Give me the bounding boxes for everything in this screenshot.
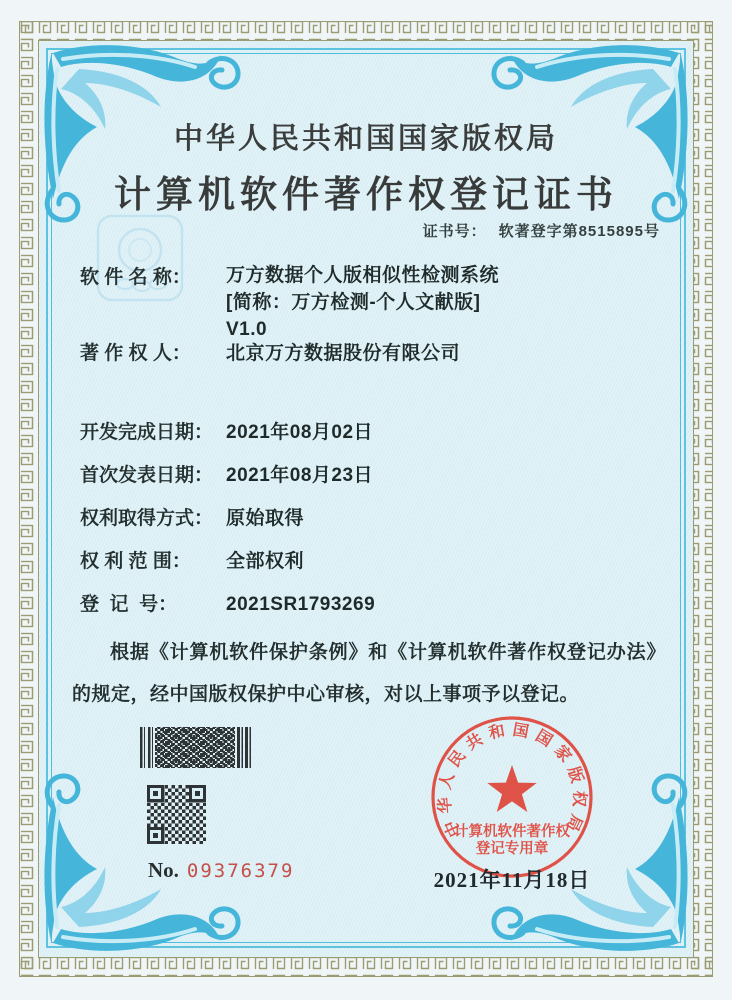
official-red-seal — [427, 712, 597, 882]
rights-scope-value: 全部权利 — [226, 551, 305, 572]
registration-statement: 根据《计算机软件保护条例》和《计算机软件著作权登记办法》的规定，经中国版权保护中心审核，对以上事项予以登记。 — [72, 642, 666, 705]
first-publish-date-value: 2021年08月23日 — [226, 465, 374, 486]
rights-scope-label: 权 利 范 围： — [80, 551, 191, 572]
copyright-owner-label: 著 作 权 人： — [80, 343, 191, 364]
software-name-value — [226, 262, 499, 343]
first-publish-date-label: 首次发表日期： — [80, 465, 214, 486]
software-name-label: 软 件 名 称： — [80, 267, 191, 288]
seal-text-line1: 计算机软件著作权 — [454, 824, 570, 840]
copyright-owner-value: 北京万方数据股份有限公司 — [226, 343, 461, 364]
registration-number-row — [80, 594, 375, 615]
barcode-right-guard — [235, 727, 252, 768]
rights-acquisition-value: 原始取得 — [226, 508, 305, 529]
serial-number-line — [148, 858, 294, 883]
seal-star-icon — [487, 765, 536, 812]
registration-number-label: 登 记 号： — [80, 594, 178, 615]
issuing-authority-title: 中华人民共和国国家版权局 — [173, 123, 558, 155]
dev-complete-date-row — [80, 422, 375, 443]
rights-acquisition-label: 权利取得方式： — [80, 508, 214, 529]
certificate-number-value: 软著登字第8515895号 — [498, 223, 660, 240]
seal-ring-text: 中华人民共和国国家版权局 — [436, 721, 588, 840]
pdf417-barcode — [140, 727, 252, 768]
dev-complete-date-label: 开发完成日期： — [80, 422, 214, 443]
certificate-number-label: 证书号： — [422, 223, 487, 240]
certificate-number-line — [423, 220, 660, 241]
first-publish-date-row — [80, 465, 375, 486]
qr-finder-top-right — [189, 785, 206, 802]
rights-scope-row — [80, 551, 375, 572]
software-full-name: 万方数据个人版相似性检测系统 — [226, 265, 500, 286]
software-name-field — [80, 262, 499, 343]
qr-finder-top-left — [147, 785, 164, 802]
copyright-owner-field — [80, 338, 460, 365]
rights-acquisition-row — [80, 508, 375, 529]
serial-prefix: No. — [148, 858, 179, 882]
barcode-data-area — [155, 727, 235, 768]
qr-finder-bottom-left — [147, 827, 164, 844]
seal-text-line2: 登记专用章 — [475, 841, 549, 857]
dev-complete-date-value: 2021年08月02日 — [226, 422, 374, 443]
certificate-title: 计算机软件著作权登记证书 — [114, 175, 618, 216]
software-version: V1.0 — [226, 319, 268, 340]
barcode-left-guard — [140, 727, 155, 768]
software-short-name: [简称：万方检测-个人文献版] — [226, 292, 481, 313]
serial-number: 09376379 — [186, 860, 295, 882]
registration-details — [80, 422, 375, 637]
issue-date: 2021年11月18日 — [433, 868, 591, 892]
qr-code — [147, 785, 206, 844]
registration-number-value: 2021SR1793269 — [226, 594, 376, 615]
